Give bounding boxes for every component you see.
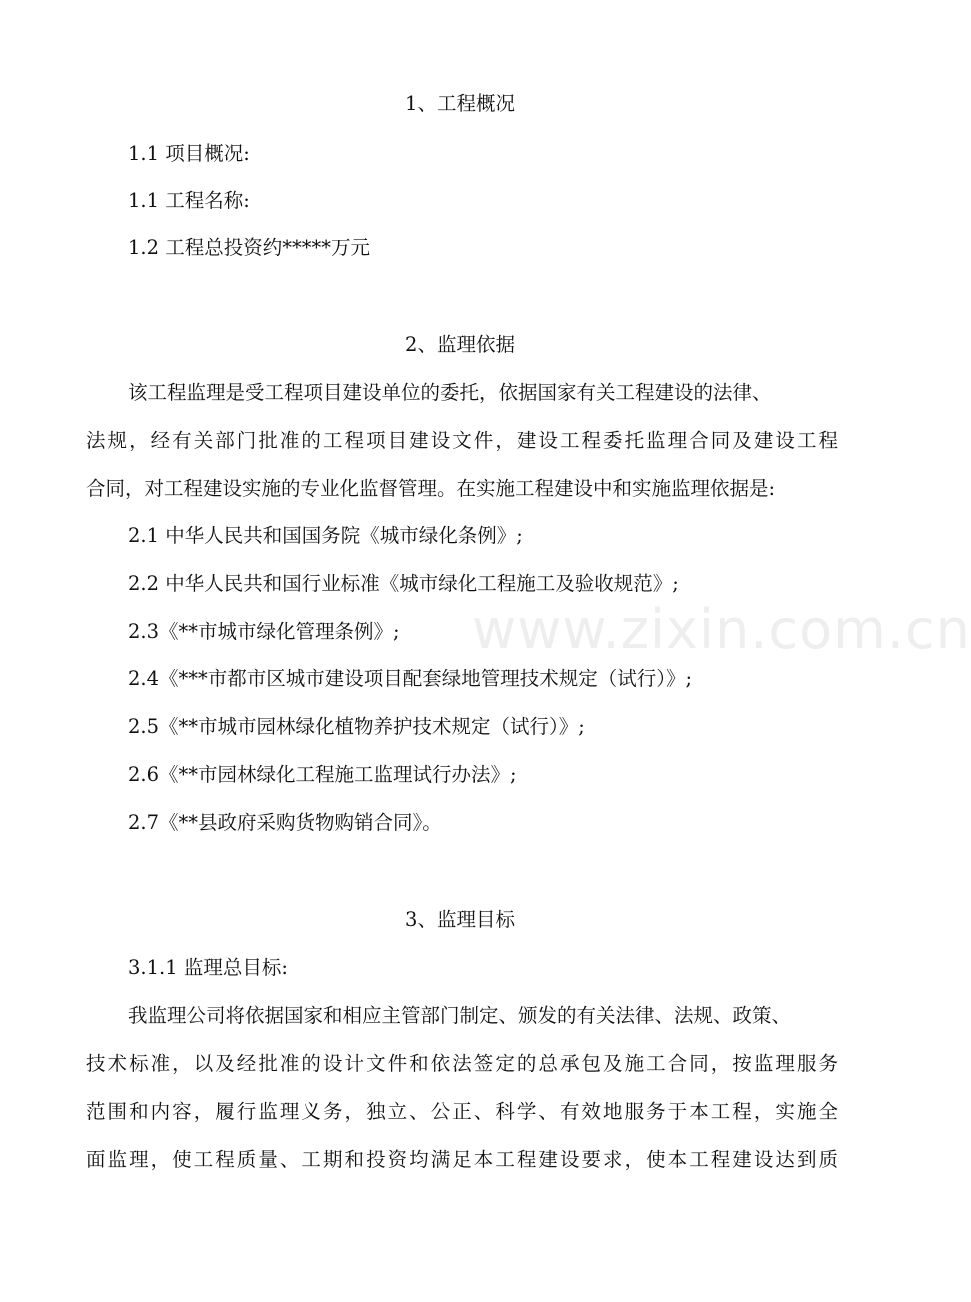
section-1-line-3: 1.2 工程总投资约*****万元 bbox=[128, 236, 370, 259]
basis-item-2-2: 2.2 中华人民共和国行业标准《城市绿化工程施工及验收规范》; bbox=[128, 572, 679, 595]
section-1-line-1: 1.1 项目概况: bbox=[128, 142, 250, 165]
watermark: www.zixin.com.cn bbox=[472, 598, 971, 661]
section-3-paragraph-line-1: 我监理公司将依据国家和相应主管部门制定、颁发的有关法律、法规、政策、 bbox=[128, 1004, 792, 1027]
basis-item-2-4: 2.4《***市都市区城市建设项目配套绿地管理技术规定（试行）》; bbox=[128, 667, 693, 690]
section-2-paragraph-line-2: 法规，经有关部门批准的工程项目建设文件，建设工程委托监理合同及建设工程 bbox=[86, 429, 838, 452]
basis-item-2-7: 2.7《**县政府采购货物购销合同》。 bbox=[128, 811, 442, 834]
basis-item-2-6: 2.6《**市园林绿化工程施工监理试行办法》; bbox=[128, 763, 517, 786]
section-3-paragraph-line-3: 范围和内容，履行监理义务，独立、公正、科学、有效地服务于本工程，实施全 bbox=[86, 1100, 838, 1123]
section-2-paragraph-line-3: 合同，对工程建设实施的专业化监督管理。在实施工程建设中和实施监理依据是: bbox=[86, 477, 776, 500]
section-2-paragraph-line-1: 该工程监理是受工程项目建设单位的委托，依据国家有关工程建设的法律、 bbox=[128, 381, 772, 404]
section-1-heading: 1、工程概况 bbox=[405, 92, 515, 115]
section-3-subheading: 3.1.1 监理总目标: bbox=[128, 956, 288, 979]
section-3-paragraph-line-4: 面监理，使工程质量、工期和投资均满足本工程建设要求，使本工程建设达到质 bbox=[86, 1148, 838, 1171]
section-3-heading: 3、监理目标 bbox=[405, 908, 515, 931]
basis-item-2-5: 2.5《**市城市园林绿化植物养护技术规定（试行）》; bbox=[128, 715, 585, 738]
section-1-line-2: 1.1 工程名称: bbox=[128, 189, 250, 212]
section-3-paragraph-line-2: 技术标准，以及经批准的设计文件和依法签定的总承包及施工合同，按监理服务 bbox=[86, 1052, 838, 1075]
basis-item-2-3: 2.3《**市城市绿化管理条例》; bbox=[128, 620, 400, 643]
basis-item-2-1: 2.1 中华人民共和国国务院《城市绿化条例》; bbox=[128, 524, 523, 547]
section-2-heading: 2、监理依据 bbox=[405, 333, 515, 356]
